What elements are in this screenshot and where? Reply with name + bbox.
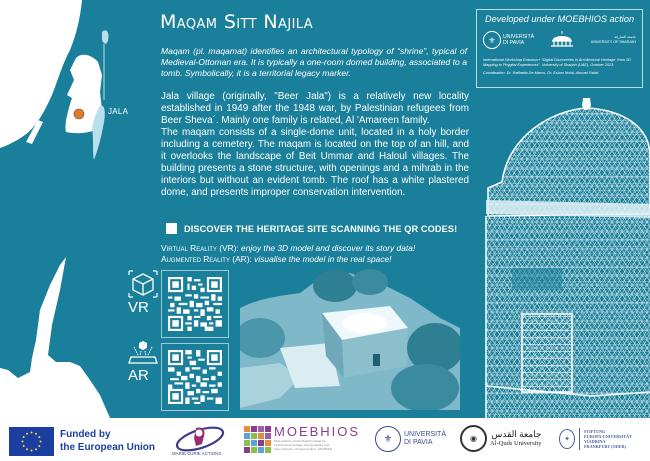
moebhios-title: MOEBHIOS — [274, 424, 361, 439]
alquds-seal-icon: ◉ — [460, 425, 487, 452]
unipv-logo — [483, 31, 534, 49]
mode-vr-name: Virtual Reality (VR): — [161, 243, 239, 253]
maqam-aerial-photo — [240, 268, 460, 416]
viadrina-line3: VIADRINA — [584, 439, 606, 444]
mode-ar — [161, 254, 471, 265]
description-paragraph-maqam: The maqam consists of a single-dome unit, located in a holy border including a cemetery. The maqam is located on the top of an hill, and it overlooks the landscape of Beit Ummar and Haloul villages. The building presents a stone structure, with openings and a mihrab in the interiors but without an evident tomb. The roof has a white plastered dome, and presents improper conservation intervention. — [161, 127, 469, 198]
alquds-ar: جامعة القدس — [491, 428, 542, 439]
eu-flag-icon — [9, 427, 54, 456]
map-location-label: JALA — [108, 107, 129, 116]
poster-title: Maqam Sitt Najila — [160, 11, 314, 33]
viadrina-divider — [579, 428, 580, 450]
eu-line1: Funded by — [60, 429, 111, 440]
sharjah-en: UNIVERSITY OF SHARJAH — [590, 40, 636, 44]
moebhios-grid-icon — [244, 426, 271, 453]
sharjah-logo-text — [591, 35, 636, 45]
description-paragraph-village: Jala village (originally, "Beer Jala") is a relatively new locality established in 1949 after the 1948 war, by Palestinian refugees from Beer Sheva´. Mainly one family is related, Al 'Amareen family. — [161, 91, 469, 126]
marie-curie-text: MARIE CURIE ACTIONS — [172, 451, 222, 456]
qr-code-icon — [168, 277, 222, 331]
alquds-en: Al-Quds University — [490, 439, 542, 447]
qr-call-to-action — [166, 223, 457, 234]
mode-vr — [161, 243, 471, 254]
vr-label: VR — [128, 299, 149, 316]
viadrina-seal-icon: ✦ — [559, 429, 575, 449]
viadrina-line1: STIFTUNG — [584, 428, 606, 434]
cta-text: DISCOVER THE HERITAGE SITE SCANNING THE QR CODES! — [184, 223, 458, 234]
dome-wireframe-illustration — [472, 96, 650, 418]
vr-qr-code[interactable] — [161, 270, 229, 338]
square-bullet-icon — [166, 223, 177, 234]
reality-modes — [161, 243, 471, 264]
unipv-seal-icon: ⚜ — [375, 426, 401, 452]
sharjah-dome-icon — [549, 31, 575, 49]
viadrina-line2: EUROPA-UNIVERSITÄT — [584, 433, 632, 439]
unipv-line2: DI PAVIA — [503, 40, 525, 46]
ar-qr-code[interactable] — [161, 343, 229, 411]
viadrina-line4: FRANKFURT (ODER) — [584, 444, 626, 450]
partner-logos — [483, 29, 636, 51]
alquds-logo — [460, 425, 541, 452]
sharjah-ar: جامعة الشارقة — [614, 35, 636, 39]
unipv-footer-line1: UNIVERSITÀ — [404, 431, 447, 438]
ar-label: AR — [128, 367, 149, 384]
eu-line2: the European Union — [60, 442, 155, 453]
unipv-footer-line2: DI PAVIA — [404, 439, 433, 446]
unipv-line1: UNIVERSITÀ — [503, 34, 535, 40]
vr-cube-icon — [127, 269, 159, 299]
developed-under-box — [476, 9, 643, 88]
workshop-note: International Workshop Erasmus+ “Digital Discoveries in Architectural Heritage: from 3D Mapping to Phygital Experiences”. University of Sharjah (UAE), October 2023. — [483, 58, 631, 67]
description — [161, 91, 469, 199]
mode-ar-name: Augmented Reality (AR): — [161, 253, 252, 264]
developed-title: Developed under MOEBHIOS action — [484, 14, 635, 24]
intro-paragraph: Maqam (pl. maqamat) identifies an architectural typology of “shrine”, typical of Medieval-Ottoman era. It is typically a one-room domed building, associated to a tomb. Symbolically, it is a territorial legacy marker. — [161, 46, 467, 78]
mode-ar-desc: visualise the model in the real space! — [251, 253, 392, 264]
funding-footer — [0, 418, 650, 461]
eu-funding-text — [60, 428, 155, 454]
qr-code-icon — [168, 350, 222, 404]
ar-projection-icon — [128, 341, 158, 365]
coordination-note: Coordination: Dr. Raffaella De Marco, Dr. Eslam Nofal, Ahmad Fattal. — [483, 71, 600, 75]
unipv-footer-logo — [375, 426, 446, 452]
moebhios-logo — [244, 426, 368, 456]
unipv-seal-icon: ⚜ — [483, 31, 501, 49]
location-marker-icon — [74, 109, 84, 119]
viadrina-logo — [559, 428, 632, 450]
mode-vr-desc: enjoy the 3D model and discover its story data! — [238, 243, 416, 253]
moebhios-subtitle: Multi-platform smart Digital heritage for Architectural Heritage Interoperability and Open Science - Project number: 101086421 — [274, 439, 333, 451]
